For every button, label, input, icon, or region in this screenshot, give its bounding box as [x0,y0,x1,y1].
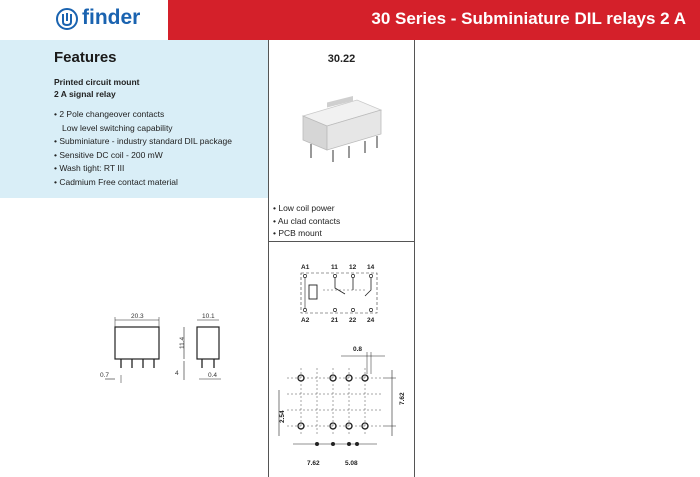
features-heading: Features [54,49,117,66]
features-panel [0,40,268,198]
dim-width: 20.3 [131,313,144,320]
pin-label-11: 11 [331,264,338,271]
features-list [54,108,232,189]
title-bar [168,0,700,40]
model-features-list [273,202,340,240]
pin-label-a1: A1 [301,264,310,271]
feature-item: • Cadmium Free contact material [54,176,178,187]
dim-depth: 10.1 [202,313,215,320]
brand-logo [0,0,168,40]
pin-label-12: 12 [349,264,357,271]
pin-label-24: 24 [367,317,375,324]
model-column [268,40,415,477]
feature-item: • Subminiature - industry standard DIL package [54,136,232,146]
wiring-schematic [279,260,379,330]
dim-pin-len: 4 [175,370,179,377]
feature-item: • 2 Pole changeover contacts [54,109,165,119]
dim-span-b: 5.08 [345,460,358,467]
features-subtitle [54,76,139,100]
brand-name: finder [82,6,141,29]
model-code: 30.22 [327,53,356,65]
pin-label-a2: A2 [301,317,310,324]
feature-item: • Sensitive DC coil - 200 mW [54,149,163,160]
finder-logo-icon [56,8,78,30]
pin-label-22: 22 [349,317,357,324]
dim-pin-thickness: 0.4 [208,372,218,379]
subtitle-line-1: Printed circuit mount [54,77,140,87]
dim-pin-width: 0.7 [100,372,110,379]
pin-label-21: 21 [331,317,339,324]
feature-item: Low level switching capability [62,122,173,133]
model-feature-item: • Low coil power [273,203,335,213]
dim-pitch: 2.54 [279,410,286,423]
header [0,0,700,40]
relay-photo [297,86,387,162]
subtitle-line-2: 2 A signal relay [54,89,116,99]
dim-height: 11.4 [179,336,186,349]
feature-item: • Wash tight: RT III [54,163,125,173]
pcb-footprint [271,340,411,475]
page-title: 30 Series - Subminiature DIL relays 2 A [371,9,686,28]
divider [269,241,414,242]
dim-row-spacing: 7.62 [399,392,406,405]
model-feature-item: • PCB mount [273,228,322,238]
model-feature-item: • Au clad contacts [273,215,341,226]
pin-label-14: 14 [367,264,375,271]
outline-drawing [95,305,245,395]
dim-pad: 0.8 [353,346,363,353]
dim-span-a: 7.62 [307,460,320,467]
